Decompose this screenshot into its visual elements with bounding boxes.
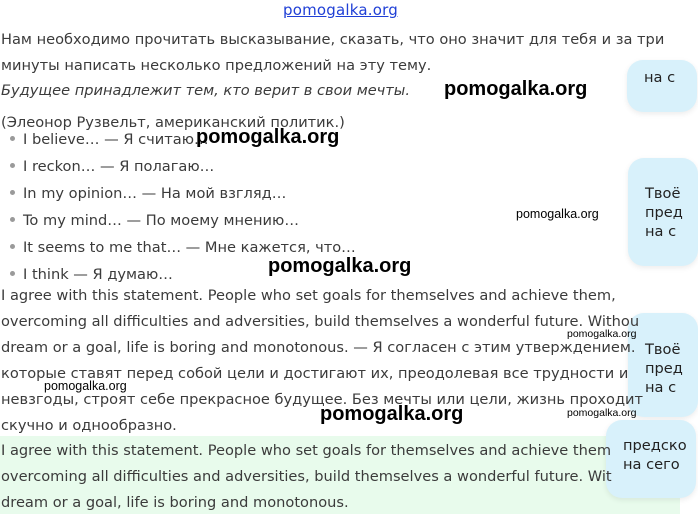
intro-line: Нам необходимо прочитать высказывание, сказать, что оно значит для тебя и за три bbox=[1, 31, 665, 48]
card-line: Твоё bbox=[645, 185, 681, 202]
watermark: pomogalka.org bbox=[320, 403, 464, 425]
quote-author: (Элеонор Рузвельт, американский политик.) bbox=[1, 114, 345, 131]
highlighted-paragraph bbox=[1, 438, 612, 516]
phrase-text: It seems to me that… — Мне кажется, что… bbox=[23, 239, 356, 256]
card-line: Твоё bbox=[645, 341, 681, 358]
answer-line: overcoming all difficulties and adversities, build themselves a wonderful future. Withou bbox=[1, 313, 640, 330]
phrase-text: I believe… — Я считаю… bbox=[23, 131, 209, 148]
highlight-line: overcoming all difficulties and adversities, build themselves a wonderful future. Wit bbox=[1, 468, 612, 485]
quote-text: Будущее принадлежит тем, кто верит в свои мечты. bbox=[1, 82, 410, 99]
answer-line: невзгоды, строят себе прекрасное будущее. Без мечты или цели, жизнь проходит bbox=[1, 391, 644, 408]
answer-line: которые ставят перед собой цели и достигают их, преодолевая все трудности и bbox=[1, 365, 629, 382]
intro-line: минуты написать несколько предложений на эту тему. bbox=[1, 57, 432, 74]
card-line: пред bbox=[645, 360, 683, 377]
phrase-text: I think — Я думаю… bbox=[23, 266, 173, 283]
phrase-text: To my mind… — По моему мнению… bbox=[23, 212, 299, 229]
chat-card-2[interactable] bbox=[628, 158, 698, 266]
watermark: pomogalka.org bbox=[516, 207, 599, 221]
highlight-line: I agree with this statement. People who set goals for themselves and achieve them bbox=[1, 442, 612, 459]
phrase-text: In my opinion… — На мой взгляд… bbox=[23, 185, 287, 202]
answer-line: dream or a goal, life is boring and monotonous. — Я согласен с этим утверждением. bbox=[1, 339, 636, 356]
bullet-dot bbox=[10, 163, 15, 168]
watermark: pomogalka.org bbox=[567, 407, 637, 419]
list-item bbox=[10, 207, 356, 234]
watermark: pomogalka.org bbox=[444, 78, 588, 100]
bullet-dot bbox=[10, 244, 15, 249]
card-line: на с bbox=[645, 379, 677, 396]
site-link[interactable]: pomogalka.org bbox=[283, 1, 398, 19]
answer-line: скучно и однообразно. bbox=[1, 417, 177, 434]
list-item bbox=[10, 180, 356, 207]
card-line: пред bbox=[645, 204, 683, 221]
bullet-dot bbox=[10, 217, 15, 222]
bullet-dot bbox=[10, 136, 15, 141]
highlight-line: dream or a goal, life is boring and monotonous. bbox=[1, 494, 349, 511]
bullet-dot bbox=[10, 190, 15, 195]
bullet-dot bbox=[10, 271, 15, 276]
card-line: на сего bbox=[623, 456, 680, 473]
watermark: pomogalka.org bbox=[196, 126, 340, 148]
intro-paragraph bbox=[1, 27, 664, 79]
card-line: на с bbox=[644, 69, 676, 86]
watermark: pomogalka.org bbox=[44, 379, 127, 393]
watermark: pomogalka.org bbox=[567, 328, 637, 340]
watermark: pomogalka.org bbox=[268, 255, 412, 277]
list-item bbox=[10, 153, 356, 180]
answer-line: I agree with this statement. People who set goals for themselves and achieve them, bbox=[1, 287, 616, 304]
phrase-text: I reckon… — Я полагаю… bbox=[23, 158, 215, 175]
card-line: предско bbox=[623, 437, 687, 454]
card-line: на с bbox=[645, 223, 677, 240]
